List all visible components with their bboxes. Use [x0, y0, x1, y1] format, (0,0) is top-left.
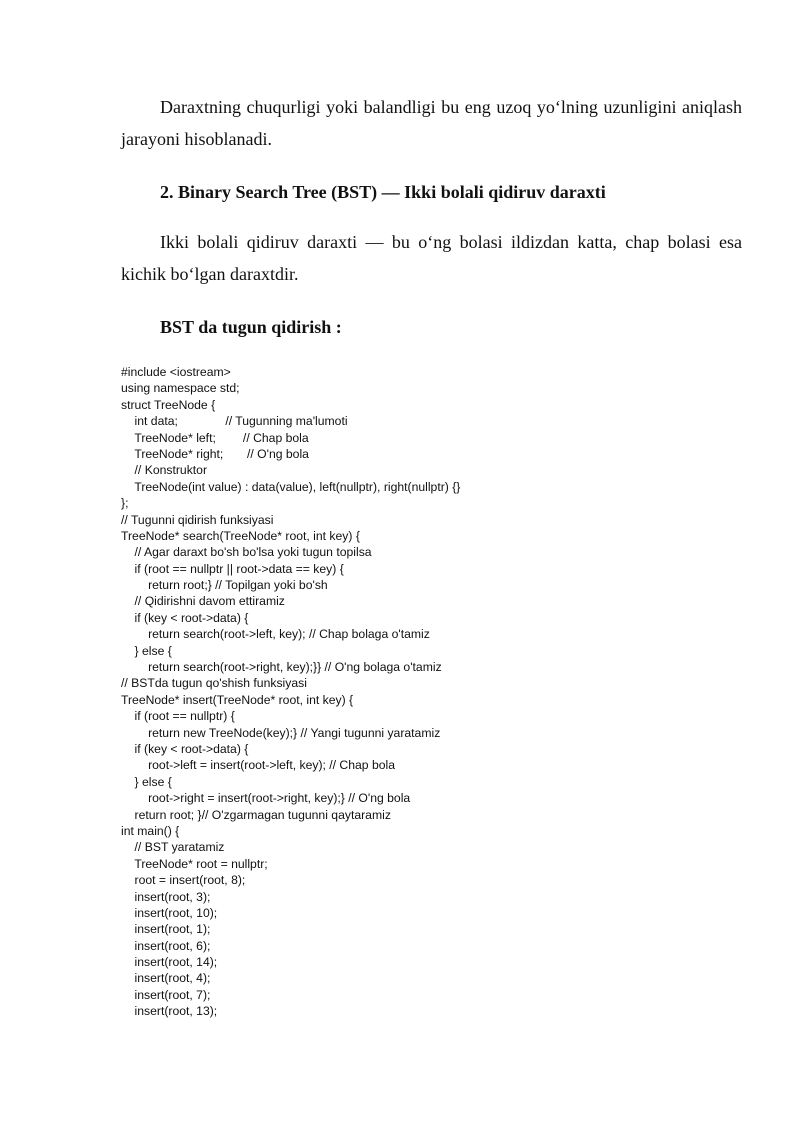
code-line: TreeNode* search(TreeNode* root, int key) { — [121, 528, 360, 543]
code-line: insert(root, 7); — [121, 987, 211, 1002]
code-line: insert(root, 4); — [121, 971, 211, 986]
code-line: return root; }// O'zgarmagan tugunni qaytaramiz — [121, 807, 391, 822]
code-line: insert(root, 6); — [121, 938, 211, 953]
section-heading-bst: 2. Binary Search Tree (BST) — Ikki bolali qidiruv daraxti — [160, 182, 606, 202]
code-line: // BSTda tugun qo'shish funksiyasi — [121, 676, 307, 691]
code-line: using namespace std; — [121, 381, 240, 396]
code-line: } else { — [121, 774, 172, 789]
code-line: insert(root, 1); — [121, 922, 211, 937]
code-line: TreeNode(int value) : data(value), left(nullptr), right(nullptr) {} — [121, 479, 461, 494]
code-line: struct TreeNode { — [121, 397, 216, 412]
code-line: int data; // Tugunning ma'lumoti — [121, 414, 348, 429]
code-line: TreeNode* root = nullptr; — [121, 856, 268, 871]
code-listing — [121, 364, 460, 1020]
code-line: insert(root, 3); — [121, 889, 211, 904]
code-line: root = insert(root, 8); — [121, 873, 246, 888]
code-line: insert(root, 10); — [121, 905, 218, 920]
code-line: TreeNode* insert(TreeNode* root, int key) { — [121, 692, 354, 707]
code-line: if (key < root->data) { — [121, 741, 249, 756]
code-line: return new TreeNode(key);} // Yangi tugunni yaratamiz — [121, 725, 441, 740]
code-line: return root;} // Topilgan yoki bo'sh — [121, 578, 328, 593]
paragraph-bst-definition: Ikki bolali qidiruv daraxti — bu o‘ng bolasi ildizdan katta, chap bolasi esa kichik bo‘lgan daraxtdir. — [121, 232, 742, 284]
subheading-bst-search: BST da tugun qidirish : — [160, 317, 342, 337]
code-line: if (key < root->data) { — [121, 610, 249, 625]
code-line: // Agar daraxt bo'sh bo'lsa yoki tugun topilsa — [121, 545, 372, 560]
code-line: insert(root, 14); — [121, 955, 218, 970]
code-line: return search(root->left, key); // Chap bolaga o'tamiz — [121, 627, 430, 642]
code-line: if (root == nullptr) { — [121, 709, 235, 724]
code-line: if (root == nullptr || root->data == key) { — [121, 561, 344, 576]
code-line: #include <iostream> — [121, 365, 231, 379]
code-line: TreeNode* left; // Chap bola — [121, 430, 309, 445]
code-line: root->right = insert(root->right, key);} // O'ng bola — [121, 791, 411, 806]
code-line: // Qidirishni davom ettiramiz — [121, 594, 285, 609]
code-line: return search(root->right, key);}} // O'ng bolaga o'tamiz — [121, 660, 442, 675]
code-line: root->left = insert(root->left, key); // Chap bola — [121, 758, 395, 773]
code-line: }; — [121, 496, 129, 511]
code-line: // BST yaratamiz — [121, 840, 225, 855]
code-line: // Tugunni qidirish funksiyasi — [121, 512, 274, 527]
code-line: TreeNode* right; // O'ng bola — [121, 446, 309, 461]
paragraph-tree-depth: Daraxtning chuqurligi yoki balandligi bu eng uzoq yo‘lning uzunligini aniqlash jarayoni hisoblanadi. — [121, 97, 742, 149]
code-line: int main() { — [121, 823, 180, 838]
code-line: insert(root, 13); — [121, 1004, 218, 1019]
code-line: } else { — [121, 643, 172, 658]
code-line: // Konstruktor — [121, 463, 208, 478]
